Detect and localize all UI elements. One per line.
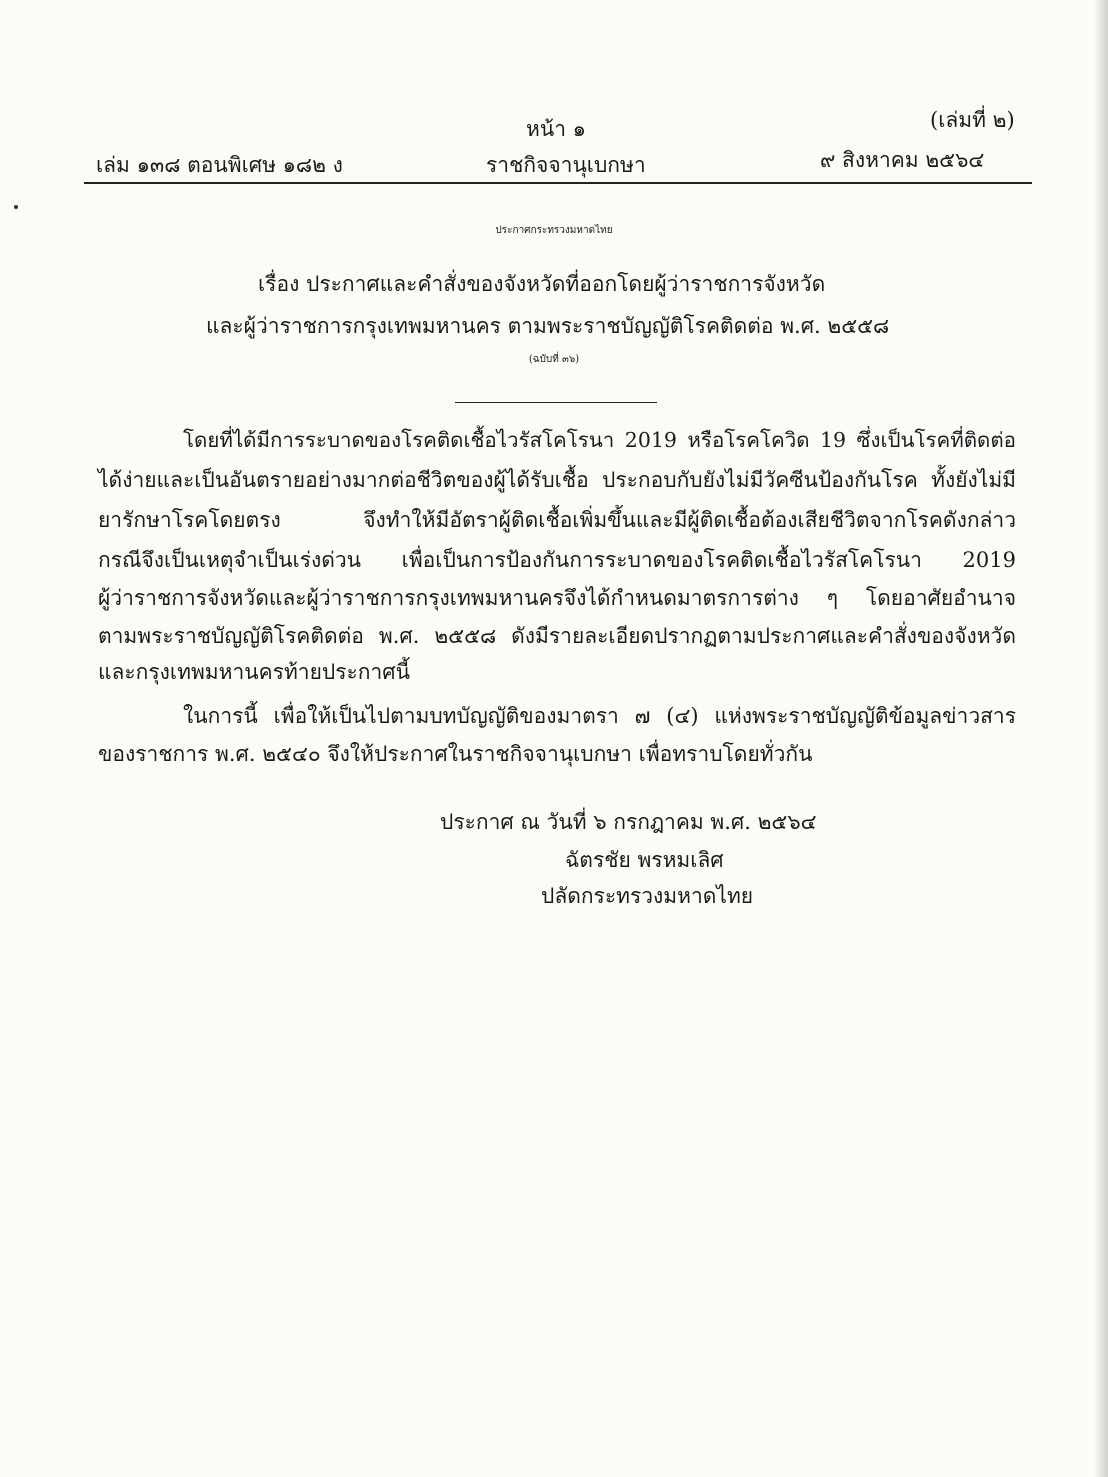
subject-line-2: และผู้ว่าราชการกรุงเทพมหานคร ตามพระราชบัญญัติโรคติดต่อ พ.ศ. ๒๕๕๘ xyxy=(206,314,890,338)
page-number: หน้า ๑ xyxy=(526,117,586,141)
volume-note: (เล่มที่ ๒) xyxy=(930,108,1015,132)
publication-date: ๙ สิงหาคม ๒๕๖๔ xyxy=(820,148,985,172)
body-line: ได้ง่ายและเป็นอันตรายอย่างมากต่อชีวิตของผู้ได้รับเชื้อ ประกอบกับยังไม่มีวัคซีนป้องกันโรค ทั้งยังไม่มี xyxy=(98,468,1016,492)
body-line: ยารักษาโรคโดยตรง จึงทำให้มีอัตราผู้ติดเชื้อเพิ่มขึ้นและมีผู้ติดเชื้อต้องเสียชีวิตจากโรคดังกล่าว xyxy=(98,508,1016,532)
body-line: ผู้ว่าราชการจังหวัดและผู้ว่าราชการกรุงเทพมหานครจึงได้กำหนดมาตรการต่าง ๆ โดยอาศัยอำนาจ xyxy=(98,586,1016,610)
title-divider xyxy=(455,402,657,403)
issue-number: เล่ม ๑๓๘ ตอนพิเศษ ๑๘๒ ง xyxy=(96,153,343,177)
header-rule xyxy=(84,182,1032,184)
body-line: กรณีจึงเป็นเหตุจำเป็นเร่งด่วน เพื่อเป็นการป้องกันการระบาดของโรคติดเชื้อไวรัสโคโรนา 2019 xyxy=(98,548,1016,572)
document-title: ประกาศกระทรวงมหาดไทย xyxy=(495,225,613,236)
body-line: ตามพระราชบัญญัติโรคติดต่อ พ.ศ. ๒๕๕๘ ดังมีรายละเอียดปรากฏตามประกาศและคำสั่งของจังหวัด xyxy=(98,624,1016,648)
edition-number: (ฉบับที่ ๓๖) xyxy=(528,354,580,365)
body-line: และกรุงเทพมหานครท้ายประกาศนี้ xyxy=(98,660,410,684)
signatory-position: ปลัดกระทรวงมหาดไทย xyxy=(541,884,754,908)
announcement-date: ประกาศ ณ วันที่ ๖ กรกฎาคม พ.ศ. ๒๕๖๔ xyxy=(440,810,817,834)
subject-line-1: เรื่อง ประกาศและคำสั่งของจังหวัดที่ออกโดยผู้ว่าราชการจังหวัด xyxy=(258,272,826,296)
signatory-name: ฉัตรชัย พรหมเลิศ xyxy=(565,848,724,872)
body-line: ของราชการ พ.ศ. ๒๕๔๐ จึงให้ประกาศในราชกิจจานุเบกษา เพื่อทราบโดยทั่วกัน xyxy=(98,742,813,766)
scan-shadow xyxy=(1094,0,1108,1477)
scan-speck xyxy=(14,205,18,209)
gazette-name: ราชกิจจานุเบกษา xyxy=(486,153,646,177)
body-line: ในการนี้ เพื่อให้เป็นไปตามบทบัญญัติของมาตรา ๗ (๔) แห่งพระราชบัญญัติข้อมูลข่าวสาร xyxy=(183,704,1016,728)
body-line: โดยที่ได้มีการระบาดของโรคติดเชื้อไวรัสโคโรนา 2019 หรือโรคโควิด 19 ซึ่งเป็นโรคที่ติดต่อ xyxy=(183,428,1016,452)
